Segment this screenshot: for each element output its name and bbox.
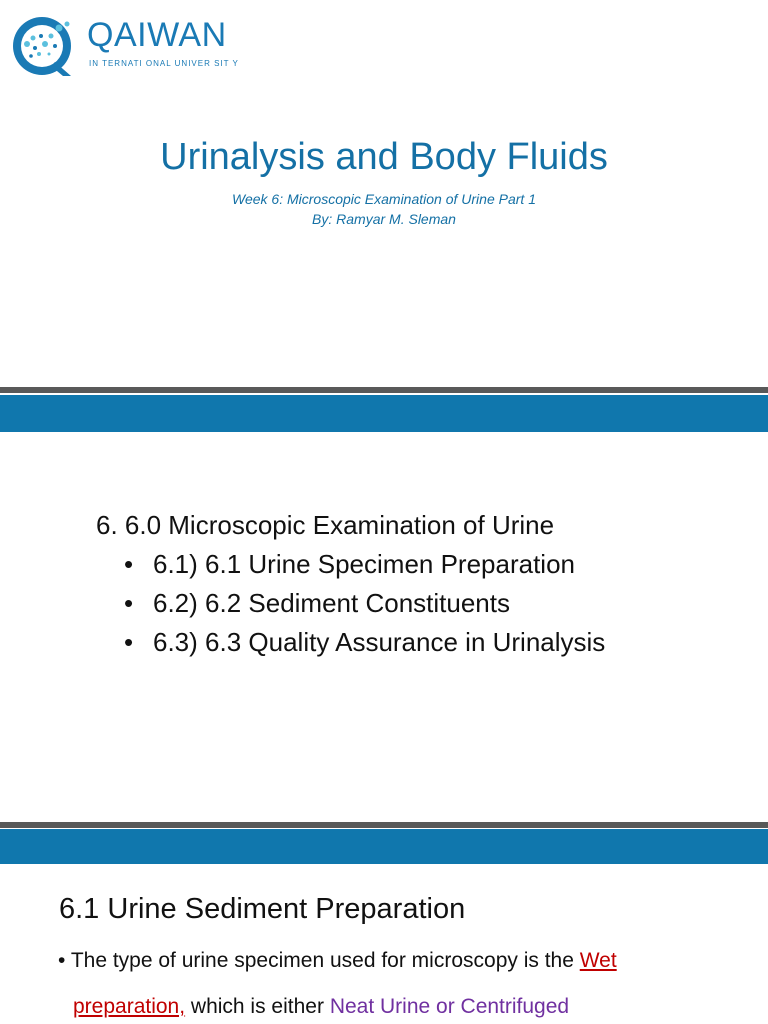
title-slide [0,0,768,388]
slide-subtitle-author: By: Ramyar M. Sleman [312,211,456,227]
brand-subtitle: IN TERNATI ONAL UNIVER SIT Y [89,59,239,68]
specimen-type-text: Neat Urine or Centrifuged [329,995,570,1018]
bullet-icon: • [124,627,134,657]
slide-band [0,395,768,432]
highlight-term: preparation, [73,995,186,1018]
bullet-icon: • [58,949,66,972]
body-text: which is either [185,995,330,1018]
highlight-term: Wet [579,949,617,972]
bullet-icon: • [124,549,134,579]
qaiwan-logo-icon [11,14,77,78]
slide-band [0,829,768,864]
toc-main-item: 6. 6.0 Microscopic Examination of Urine [96,510,555,540]
body-text: The type of urine specimen used for microscopy is the [70,949,580,972]
toc-item [124,588,510,619]
brand-name: QAIWAN [87,16,227,54]
toc-item [124,549,575,580]
slide-divider [0,822,768,828]
body-text-line [58,949,617,973]
body-text-line [73,995,569,1019]
section-title: 6.1 Urine Sediment Preparation [59,893,466,925]
slide-subtitle-week: Week 6: Microscopic Examination of Urine Part 1 [232,191,536,207]
slide-title: Urinalysis and Body Fluids [160,136,608,178]
toc-item [124,627,605,658]
toc-item-label: 6.1) 6.1 Urine Specimen Preparation [153,549,576,579]
slide-divider [0,387,768,393]
toc-item-label: 6.3) 6.3 Quality Assurance in Urinalysis [153,627,606,657]
toc-item-label: 6.2) 6.2 Sediment Constituents [153,588,510,618]
bullet-icon: • [124,588,134,618]
